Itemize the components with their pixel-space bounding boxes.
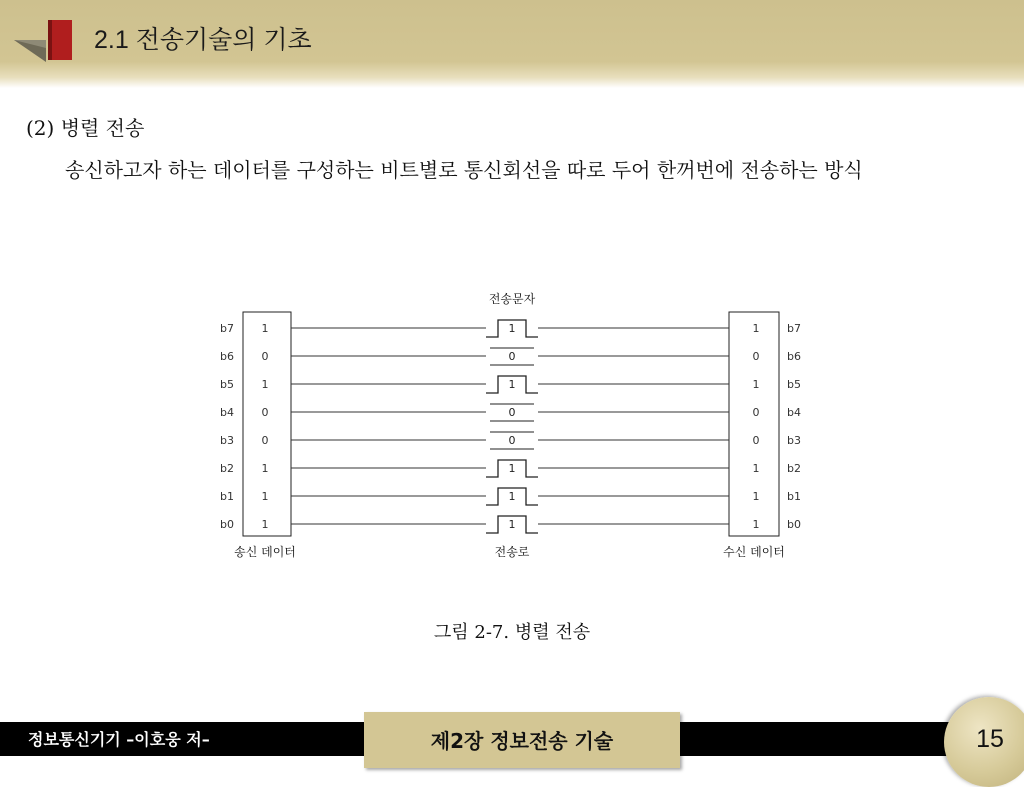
diagram-row-b2 — [220, 460, 801, 477]
diagram-row-b7 — [220, 320, 801, 337]
page-number: 15 — [976, 725, 1004, 753]
bit-label-right: b5 — [787, 378, 801, 391]
bit-label-left: b2 — [220, 462, 234, 475]
channel-value: 0 — [508, 350, 516, 363]
channel-value: 1 — [508, 322, 516, 335]
bit-label-left: b7 — [220, 322, 234, 335]
bit-label-left: b5 — [220, 378, 234, 391]
receiver-value: 1 — [752, 518, 760, 531]
diagram-top-label: 전송문자 — [488, 292, 536, 306]
bit-label-right: b1 — [787, 490, 801, 503]
chapter-title: 제2장 정보전송 기술 — [430, 729, 614, 753]
slide-title: 2.1 전송기술의 기초 — [94, 26, 312, 54]
diagram-row-b4 — [220, 404, 801, 421]
channel-value: 1 — [508, 490, 516, 503]
bit-label-left: b1 — [220, 490, 234, 503]
channel-label: 전송로 — [494, 545, 530, 559]
diagram-row-b6 — [220, 348, 801, 365]
bit-label-left: b0 — [220, 518, 234, 531]
channel-value: 1 — [508, 462, 516, 475]
sender-value: 0 — [261, 350, 269, 363]
receiver-value: 1 — [752, 322, 760, 335]
channel-value: 0 — [508, 406, 516, 419]
sender-value: 1 — [261, 378, 269, 391]
chapter-tab — [364, 712, 680, 768]
header-ornament-icon — [0, 0, 80, 70]
sender-value: 0 — [261, 434, 269, 447]
bit-label-right: b2 — [787, 462, 801, 475]
channel-value: 0 — [508, 434, 516, 447]
diagram-row-b1 — [220, 488, 801, 505]
sender-value: 1 — [261, 518, 269, 531]
receiver-label: 수신 데이터 — [723, 545, 785, 559]
bit-label-left: b3 — [220, 434, 234, 447]
figure-caption: 그림 2-7. 병렬 전송 — [433, 622, 591, 643]
parallel-transmission-diagram — [200, 286, 820, 566]
diagram-row-b5 — [220, 376, 801, 393]
receiver-value: 0 — [752, 350, 760, 363]
channel-value: 1 — [508, 378, 516, 391]
footer-author-text: 정보통신기기 –이호웅 저– — [28, 730, 210, 749]
sender-value: 0 — [261, 406, 269, 419]
channel-value: 1 — [508, 518, 516, 531]
receiver-value: 1 — [752, 378, 760, 391]
bit-label-right: b6 — [787, 350, 801, 363]
sender-value: 1 — [261, 462, 269, 475]
bit-label-left: b4 — [220, 406, 234, 419]
receiver-value: 1 — [752, 490, 760, 503]
receiver-value: 0 — [752, 406, 760, 419]
diagram-row-b0 — [220, 516, 801, 533]
bit-label-right: b7 — [787, 322, 801, 335]
section-heading: (2) 병렬 전송 — [26, 116, 145, 140]
bit-label-left: b6 — [220, 350, 234, 363]
bit-label-right: b0 — [787, 518, 801, 531]
body-paragraph: 송신하고자 하는 데이터를 구성하는 비트별로 통신회선을 따로 두어 한꺼번에 전송하는 방식 — [65, 158, 863, 182]
bit-label-right: b3 — [787, 434, 801, 447]
diagram-row-b3 — [220, 432, 801, 449]
sender-label: 송신 데이터 — [234, 545, 296, 559]
bit-label-right: b4 — [787, 406, 801, 419]
receiver-value: 1 — [752, 462, 760, 475]
sender-value: 1 — [261, 322, 269, 335]
sender-value: 1 — [261, 490, 269, 503]
receiver-value: 0 — [752, 434, 760, 447]
